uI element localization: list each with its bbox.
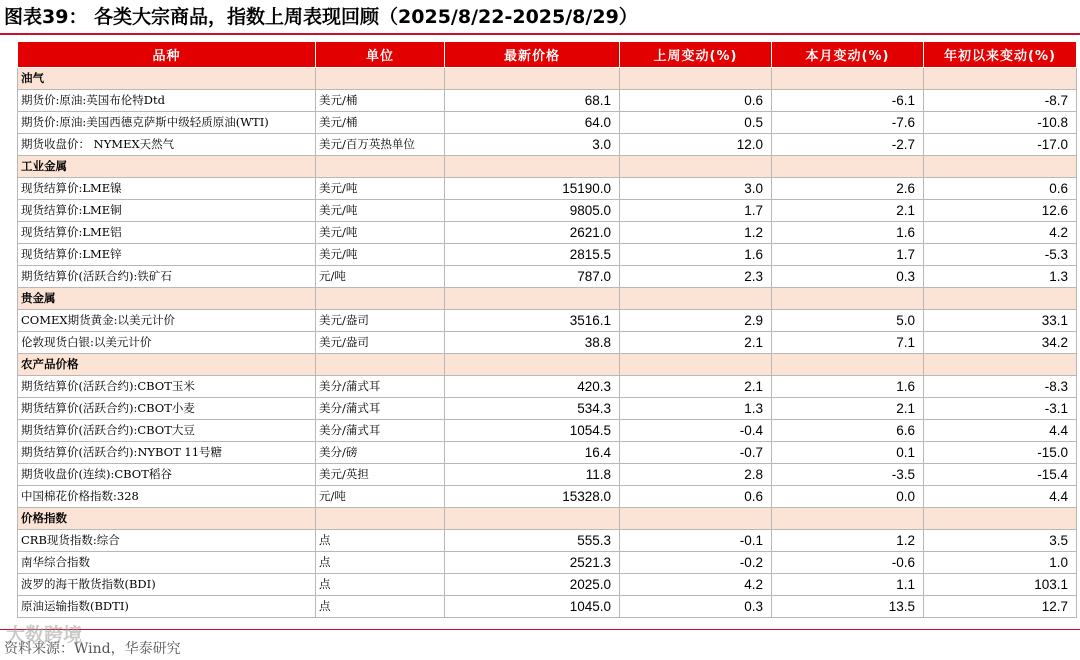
section-empty-cell — [924, 288, 1077, 310]
section-label: 油气 — [18, 68, 316, 90]
table-row — [18, 376, 1077, 398]
unit-cell: 美元/英担 — [316, 464, 445, 486]
unit-cell: 美分/蒲式耳 — [316, 420, 445, 442]
latest-price-cell: 420.3 — [445, 376, 620, 398]
section-row — [18, 68, 1077, 90]
latest-price-cell: 555.3 — [445, 530, 620, 552]
ytd-change-cell: -5.3 — [924, 244, 1077, 266]
month-change-cell: 2.1 — [772, 398, 924, 420]
latest-price-cell: 534.3 — [445, 398, 620, 420]
ytd-change-cell: 12.6 — [924, 200, 1077, 222]
latest-price-cell: 1045.0 — [445, 596, 620, 618]
figure-title: 图表39： 各类大宗商品，指数上周表现回顾（2025/8/22-2025/8/29） — [4, 6, 638, 28]
table-row — [18, 178, 1077, 200]
month-change-cell: 5.0 — [772, 310, 924, 332]
header-unit: 单位 — [316, 42, 445, 68]
ytd-change-cell: -8.3 — [924, 376, 1077, 398]
unit-cell: 元/吨 — [316, 486, 445, 508]
commodity-name-cell: 现货结算价:LME镍 — [18, 178, 316, 200]
section-empty-cell — [316, 156, 445, 178]
week-change-cell: -0.1 — [620, 530, 772, 552]
week-change-cell: 1.7 — [620, 200, 772, 222]
commodity-name-cell: 期货收盘价(连续):CBOT稻谷 — [18, 464, 316, 486]
commodity-name-cell: 期货价:原油:美国西德克萨斯中级轻质原油(WTI) — [18, 112, 316, 134]
commodity-name-cell: 期货结算价(活跃合约):铁矿石 — [18, 266, 316, 288]
month-change-cell: 13.5 — [772, 596, 924, 618]
week-change-cell: 12.0 — [620, 134, 772, 156]
month-change-cell: 1.7 — [772, 244, 924, 266]
month-change-cell: -0.6 — [772, 552, 924, 574]
month-change-cell: 1.1 — [772, 574, 924, 596]
unit-cell: 美元/桶 — [316, 112, 445, 134]
table-row — [18, 464, 1077, 486]
section-row — [18, 354, 1077, 376]
source-note: 资料来源：Wind，华泰研究 — [4, 641, 181, 657]
week-change-cell: 2.8 — [620, 464, 772, 486]
header-week-change: 上周变动(%) — [620, 42, 772, 68]
week-change-cell: -0.2 — [620, 552, 772, 574]
table-row — [18, 530, 1077, 552]
section-label: 贵金属 — [18, 288, 316, 310]
commodity-name-cell: 期货结算价(活跃合约):NYBOT 11号糖 — [18, 442, 316, 464]
header-variety: 品种 — [18, 42, 316, 68]
table-row — [18, 398, 1077, 420]
section-empty-cell — [316, 508, 445, 530]
section-empty-cell — [772, 68, 924, 90]
latest-price-cell: 2815.5 — [445, 244, 620, 266]
week-change-cell: 0.6 — [620, 486, 772, 508]
section-empty-cell — [772, 508, 924, 530]
ytd-change-cell: 0.6 — [924, 178, 1077, 200]
table-row — [18, 420, 1077, 442]
latest-price-cell: 3.0 — [445, 134, 620, 156]
table-row — [18, 134, 1077, 156]
ytd-change-cell: 34.2 — [924, 332, 1077, 354]
week-change-cell: 0.5 — [620, 112, 772, 134]
ytd-change-cell: 12.7 — [924, 596, 1077, 618]
commodity-name-cell: 现货结算价:LME铜 — [18, 200, 316, 222]
unit-cell: 点 — [316, 574, 445, 596]
section-label: 价格指数 — [18, 508, 316, 530]
table-row — [18, 574, 1077, 596]
week-change-cell: -0.7 — [620, 442, 772, 464]
ytd-change-cell: 103.1 — [924, 574, 1077, 596]
commodity-name-cell: COMEX期货黄金:以美元计价 — [18, 310, 316, 332]
table-row — [18, 332, 1077, 354]
month-change-cell: 1.6 — [772, 376, 924, 398]
watermark-logo: 大数跨境 — [6, 624, 83, 646]
section-empty-cell — [772, 156, 924, 178]
table-body — [18, 68, 1077, 618]
table-row — [18, 222, 1077, 244]
unit-cell: 美分/蒲式耳 — [316, 398, 445, 420]
unit-cell: 点 — [316, 530, 445, 552]
latest-price-cell: 9805.0 — [445, 200, 620, 222]
ytd-change-cell: -15.4 — [924, 464, 1077, 486]
section-empty-cell — [620, 68, 772, 90]
latest-price-cell: 68.1 — [445, 90, 620, 112]
latest-price-cell: 16.4 — [445, 442, 620, 464]
month-change-cell: 1.6 — [772, 222, 924, 244]
section-label: 农产品价格 — [18, 354, 316, 376]
week-change-cell: 2.3 — [620, 266, 772, 288]
latest-price-cell: 38.8 — [445, 332, 620, 354]
section-empty-cell — [316, 288, 445, 310]
month-change-cell: 0.0 — [772, 486, 924, 508]
week-change-cell: 2.1 — [620, 376, 772, 398]
ytd-change-cell: 4.4 — [924, 486, 1077, 508]
latest-price-cell: 1054.5 — [445, 420, 620, 442]
section-empty-cell — [924, 354, 1077, 376]
table-row — [18, 552, 1077, 574]
section-empty-cell — [620, 508, 772, 530]
ytd-change-cell: -8.7 — [924, 90, 1077, 112]
unit-cell: 美元/盎司 — [316, 332, 445, 354]
week-change-cell: 2.9 — [620, 310, 772, 332]
section-empty-cell — [924, 156, 1077, 178]
header-latest-price: 最新价格 — [445, 42, 620, 68]
table-header-row — [18, 42, 1077, 68]
table-row — [18, 310, 1077, 332]
table-row — [18, 596, 1077, 618]
section-empty-cell — [772, 288, 924, 310]
month-change-cell: 2.6 — [772, 178, 924, 200]
unit-cell: 美元/吨 — [316, 244, 445, 266]
week-change-cell: 1.3 — [620, 398, 772, 420]
commodity-name-cell: 原油运输指数(BDTI) — [18, 596, 316, 618]
unit-cell: 美元/百万英热单位 — [316, 134, 445, 156]
header-month-change: 本月变动(%) — [772, 42, 924, 68]
week-change-cell: 3.0 — [620, 178, 772, 200]
table-row — [18, 90, 1077, 112]
week-change-cell: 2.1 — [620, 332, 772, 354]
table-row — [18, 486, 1077, 508]
commodity-name-cell: 期货收盘价： NYMEX天然气 — [18, 134, 316, 156]
unit-cell: 美元/盎司 — [316, 310, 445, 332]
month-change-cell: -6.1 — [772, 90, 924, 112]
unit-cell: 点 — [316, 596, 445, 618]
header-ytd-change: 年初以来变动(%) — [924, 42, 1077, 68]
unit-cell: 美元/吨 — [316, 178, 445, 200]
month-change-cell: 2.1 — [772, 200, 924, 222]
ytd-change-cell: 3.5 — [924, 530, 1077, 552]
latest-price-cell: 2025.0 — [445, 574, 620, 596]
month-change-cell: 7.1 — [772, 332, 924, 354]
ytd-change-cell: -17.0 — [924, 134, 1077, 156]
title-divider — [0, 33, 1080, 35]
unit-cell: 美元/桶 — [316, 90, 445, 112]
section-empty-cell — [445, 288, 620, 310]
latest-price-cell: 15328.0 — [445, 486, 620, 508]
unit-cell: 美元/吨 — [316, 200, 445, 222]
latest-price-cell: 11.8 — [445, 464, 620, 486]
month-change-cell: -2.7 — [772, 134, 924, 156]
table-row — [18, 244, 1077, 266]
month-change-cell: 0.3 — [772, 266, 924, 288]
section-empty-cell — [445, 354, 620, 376]
month-change-cell: 0.1 — [772, 442, 924, 464]
latest-price-cell: 2521.3 — [445, 552, 620, 574]
ytd-change-cell: -15.0 — [924, 442, 1077, 464]
section-empty-cell — [620, 288, 772, 310]
month-change-cell: -3.5 — [772, 464, 924, 486]
commodity-name-cell: 现货结算价:LME铝 — [18, 222, 316, 244]
table-row — [18, 112, 1077, 134]
ytd-change-cell: -10.8 — [924, 112, 1077, 134]
commodity-name-cell: 伦敦现货白银:以美元计价 — [18, 332, 316, 354]
latest-price-cell: 64.0 — [445, 112, 620, 134]
section-label: 工业金属 — [18, 156, 316, 178]
ytd-change-cell: 1.3 — [924, 266, 1077, 288]
unit-cell: 点 — [316, 552, 445, 574]
ytd-change-cell: 33.1 — [924, 310, 1077, 332]
latest-price-cell: 15190.0 — [445, 178, 620, 200]
table-row — [18, 200, 1077, 222]
table-row — [18, 266, 1077, 288]
commodity-table — [17, 41, 1077, 618]
week-change-cell: 0.6 — [620, 90, 772, 112]
month-change-cell: 6.6 — [772, 420, 924, 442]
week-change-cell: -0.4 — [620, 420, 772, 442]
section-empty-cell — [924, 508, 1077, 530]
week-change-cell: 0.3 — [620, 596, 772, 618]
section-empty-cell — [445, 156, 620, 178]
section-row — [18, 288, 1077, 310]
section-empty-cell — [316, 354, 445, 376]
section-empty-cell — [445, 508, 620, 530]
commodity-name-cell: 现货结算价:LME锌 — [18, 244, 316, 266]
latest-price-cell: 787.0 — [445, 266, 620, 288]
latest-price-cell: 3516.1 — [445, 310, 620, 332]
section-empty-cell — [772, 354, 924, 376]
latest-price-cell: 2621.0 — [445, 222, 620, 244]
table-row — [18, 442, 1077, 464]
unit-cell: 美分/磅 — [316, 442, 445, 464]
section-empty-cell — [924, 68, 1077, 90]
ytd-change-cell: 1.0 — [924, 552, 1077, 574]
section-empty-cell — [620, 354, 772, 376]
section-row — [18, 508, 1077, 530]
section-empty-cell — [620, 156, 772, 178]
unit-cell: 美元/吨 — [316, 222, 445, 244]
commodity-name-cell: 波罗的海干散货指数(BDI) — [18, 574, 316, 596]
commodity-name-cell: 南华综合指数 — [18, 552, 316, 574]
section-row — [18, 156, 1077, 178]
unit-cell: 美分/蒲式耳 — [316, 376, 445, 398]
commodity-name-cell: 期货结算价(活跃合约):CBOT小麦 — [18, 398, 316, 420]
month-change-cell: -7.6 — [772, 112, 924, 134]
commodity-name-cell: 期货结算价(活跃合约):CBOT大豆 — [18, 420, 316, 442]
section-empty-cell — [445, 68, 620, 90]
commodity-name-cell: CRB现货指数:综合 — [18, 530, 316, 552]
commodity-name-cell: 期货价:原油:英国布伦特Dtd — [18, 90, 316, 112]
ytd-change-cell: 4.2 — [924, 222, 1077, 244]
ytd-change-cell: -3.1 — [924, 398, 1077, 420]
week-change-cell: 1.2 — [620, 222, 772, 244]
bottom-divider — [0, 629, 1080, 630]
section-empty-cell — [316, 68, 445, 90]
commodity-name-cell: 期货结算价(活跃合约):CBOT玉米 — [18, 376, 316, 398]
week-change-cell: 1.6 — [620, 244, 772, 266]
unit-cell: 元/吨 — [316, 266, 445, 288]
month-change-cell: 1.2 — [772, 530, 924, 552]
week-change-cell: 4.2 — [620, 574, 772, 596]
commodity-name-cell: 中国棉花价格指数:328 — [18, 486, 316, 508]
ytd-change-cell: 4.4 — [924, 420, 1077, 442]
